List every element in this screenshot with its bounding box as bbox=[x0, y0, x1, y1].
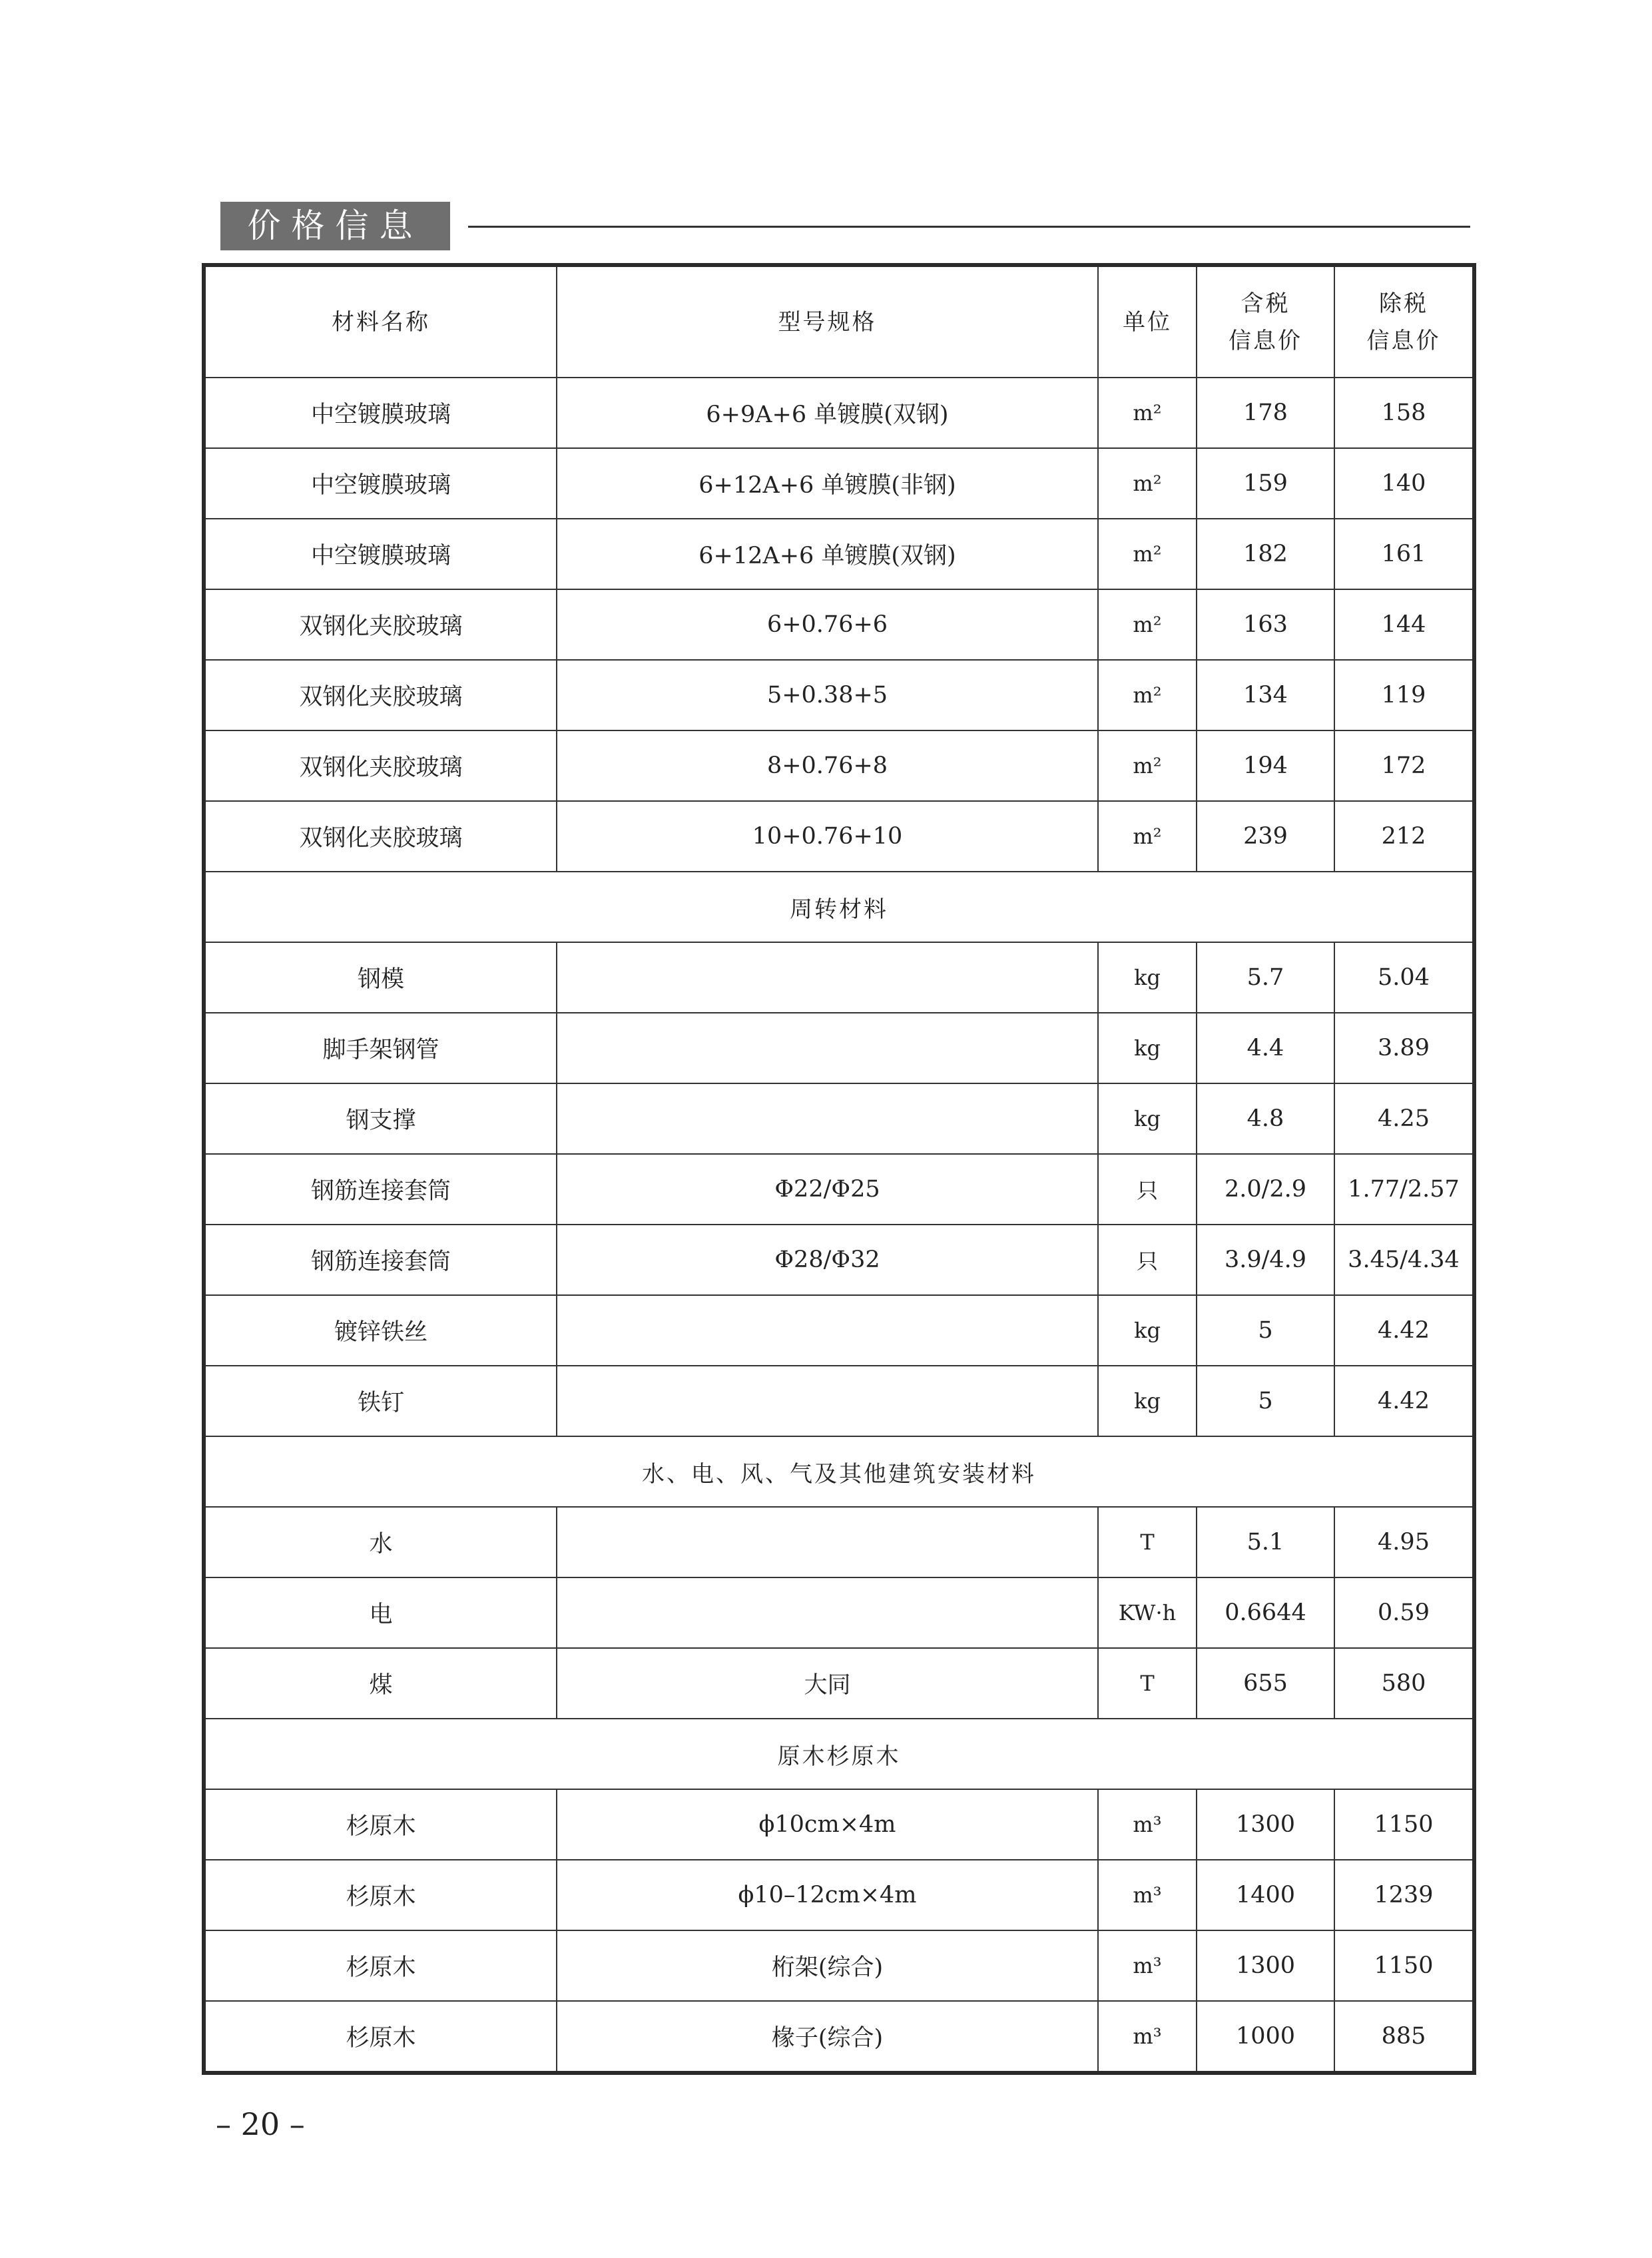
cell-price-without-tax: 1239 bbox=[1334, 1860, 1474, 1930]
header-price-with-tax-line1: 含税 bbox=[1240, 290, 1290, 317]
section-title-badge: 价格信息 bbox=[220, 202, 450, 250]
cell-unit: m³ bbox=[1098, 1860, 1197, 1930]
table-row bbox=[204, 1083, 1474, 1154]
cell-price-with-tax: 1300 bbox=[1197, 1930, 1334, 2001]
cell-price-without-tax: 1150 bbox=[1334, 1789, 1474, 1860]
cell-material-name: 钢支撑 bbox=[204, 1083, 557, 1154]
cell-spec: 10+0.76+10 bbox=[557, 801, 1098, 872]
cell-price-without-tax: 4.42 bbox=[1334, 1295, 1474, 1366]
cell-unit: kg bbox=[1098, 942, 1197, 1013]
cell-price-without-tax: 3.89 bbox=[1334, 1013, 1474, 1083]
cell-unit: m² bbox=[1098, 730, 1197, 801]
cell-unit: m² bbox=[1098, 589, 1197, 660]
cell-unit: m³ bbox=[1098, 1930, 1197, 2001]
header-price-without-tax bbox=[1334, 265, 1474, 378]
cell-price-without-tax: 5.04 bbox=[1334, 942, 1474, 1013]
cell-material-name: 中空镀膜玻璃 bbox=[204, 448, 557, 519]
cell-price-without-tax: 140 bbox=[1334, 448, 1474, 519]
cell-material-name: 镀锌铁丝 bbox=[204, 1295, 557, 1366]
cell-price-with-tax: 178 bbox=[1197, 378, 1334, 448]
cell-material-name: 钢模 bbox=[204, 942, 557, 1013]
table-row bbox=[204, 1577, 1474, 1648]
cell-price-with-tax: 194 bbox=[1197, 730, 1334, 801]
header-spec: 型号规格 bbox=[557, 265, 1098, 378]
cell-spec: ϕ10cm×4m bbox=[557, 1789, 1098, 1860]
header-material-name: 材料名称 bbox=[204, 265, 557, 378]
cell-material-name: 脚手架钢管 bbox=[204, 1013, 557, 1083]
cell-price-with-tax: 3.9/4.9 bbox=[1197, 1225, 1334, 1295]
cell-spec bbox=[557, 942, 1098, 1013]
cell-price-with-tax: 4.4 bbox=[1197, 1013, 1334, 1083]
cell-price-with-tax: 655 bbox=[1197, 1648, 1334, 1719]
cell-material-name: 中空镀膜玻璃 bbox=[204, 519, 557, 589]
cell-material-name: 煤 bbox=[204, 1648, 557, 1719]
cell-unit: 只 bbox=[1098, 1154, 1197, 1225]
cell-unit: m² bbox=[1098, 660, 1197, 730]
table-row bbox=[204, 589, 1474, 660]
cell-price-with-tax: 163 bbox=[1197, 589, 1334, 660]
cell-material-name: 杉原木 bbox=[204, 1930, 557, 2001]
price-info-table bbox=[202, 263, 1476, 2075]
cell-material-name: 双钢化夹胶玻璃 bbox=[204, 660, 557, 730]
cell-spec bbox=[557, 1013, 1098, 1083]
cell-price-with-tax: 239 bbox=[1197, 801, 1334, 872]
header-price-without-tax-line2: 信息价 bbox=[1366, 327, 1441, 354]
cell-material-name: 双钢化夹胶玻璃 bbox=[204, 801, 557, 872]
table-row bbox=[204, 448, 1474, 519]
cell-unit: kg bbox=[1098, 1366, 1197, 1436]
cell-material-name: 水 bbox=[204, 1507, 557, 1577]
cell-spec: 桁架(综合) bbox=[557, 1930, 1098, 2001]
cell-unit: m² bbox=[1098, 378, 1197, 448]
cell-spec: 椽子(综合) bbox=[557, 2001, 1098, 2073]
cell-unit: 只 bbox=[1098, 1225, 1197, 1295]
cell-spec: ϕ10–12cm×4m bbox=[557, 1860, 1098, 1930]
table-row bbox=[204, 1648, 1474, 1719]
section-row bbox=[204, 1436, 1474, 1507]
table-row bbox=[204, 1013, 1474, 1083]
cell-spec: Φ22/Φ25 bbox=[557, 1154, 1098, 1225]
cell-price-with-tax: 0.6644 bbox=[1197, 1577, 1334, 1648]
cell-material-name: 杉原木 bbox=[204, 1860, 557, 1930]
cell-spec bbox=[557, 1507, 1098, 1577]
cell-material-name: 双钢化夹胶玻璃 bbox=[204, 730, 557, 801]
cell-spec bbox=[557, 1366, 1098, 1436]
cell-price-without-tax: 580 bbox=[1334, 1648, 1474, 1719]
cell-price-with-tax: 5.1 bbox=[1197, 1507, 1334, 1577]
cell-price-with-tax: 5 bbox=[1197, 1366, 1334, 1436]
table-row bbox=[204, 1366, 1474, 1436]
cell-price-without-tax: 161 bbox=[1334, 519, 1474, 589]
section-row bbox=[204, 872, 1474, 942]
cell-unit: m³ bbox=[1098, 1789, 1197, 1860]
cell-unit: T bbox=[1098, 1507, 1197, 1577]
header-price-with-tax bbox=[1197, 265, 1334, 378]
cell-spec: 8+0.76+8 bbox=[557, 730, 1098, 801]
cell-price-without-tax: 119 bbox=[1334, 660, 1474, 730]
cell-material-name: 钢筋连接套筒 bbox=[204, 1154, 557, 1225]
section-row bbox=[204, 1719, 1474, 1789]
cell-price-with-tax: 159 bbox=[1197, 448, 1334, 519]
cell-spec: 6+12A+6 单镀膜(双钢) bbox=[557, 519, 1098, 589]
cell-price-without-tax: 3.45/4.34 bbox=[1334, 1225, 1474, 1295]
table-row bbox=[204, 1225, 1474, 1295]
table-row bbox=[204, 942, 1474, 1013]
cell-unit: m³ bbox=[1098, 2001, 1197, 2073]
cell-price-with-tax: 1000 bbox=[1197, 2001, 1334, 2073]
cell-spec: 5+0.38+5 bbox=[557, 660, 1098, 730]
cell-material-name: 铁钉 bbox=[204, 1366, 557, 1436]
cell-price-without-tax: 4.42 bbox=[1334, 1366, 1474, 1436]
header-price-without-tax-line1: 除税 bbox=[1379, 290, 1428, 317]
cell-price-with-tax: 5.7 bbox=[1197, 942, 1334, 1013]
cell-price-without-tax: 4.95 bbox=[1334, 1507, 1474, 1577]
cell-unit: kg bbox=[1098, 1013, 1197, 1083]
cell-price-with-tax: 2.0/2.9 bbox=[1197, 1154, 1334, 1225]
cell-spec: 6+0.76+6 bbox=[557, 589, 1098, 660]
cell-material-name: 钢筋连接套筒 bbox=[204, 1225, 557, 1295]
cell-price-without-tax: 0.59 bbox=[1334, 1577, 1474, 1648]
cell-price-without-tax: 144 bbox=[1334, 589, 1474, 660]
table-header-row bbox=[204, 265, 1474, 378]
header-unit: 单位 bbox=[1098, 265, 1197, 378]
cell-unit: KW·h bbox=[1098, 1577, 1197, 1648]
cell-price-without-tax: 885 bbox=[1334, 2001, 1474, 2073]
table-row bbox=[204, 519, 1474, 589]
table-row bbox=[204, 1789, 1474, 1860]
table-row bbox=[204, 1295, 1474, 1366]
table-row bbox=[204, 1930, 1474, 2001]
cell-spec bbox=[557, 1577, 1098, 1648]
cell-material-name: 电 bbox=[204, 1577, 557, 1648]
cell-price-without-tax: 1150 bbox=[1334, 1930, 1474, 2001]
cell-price-with-tax: 1300 bbox=[1197, 1789, 1334, 1860]
cell-spec: 6+9A+6 单镀膜(双钢) bbox=[557, 378, 1098, 448]
cell-unit: T bbox=[1098, 1648, 1197, 1719]
table-row bbox=[204, 730, 1474, 801]
cell-price-with-tax: 182 bbox=[1197, 519, 1334, 589]
cell-price-without-tax: 172 bbox=[1334, 730, 1474, 801]
cell-material-name: 杉原木 bbox=[204, 2001, 557, 2073]
section-heading: 原木杉原木 bbox=[204, 1719, 1474, 1789]
table-row bbox=[204, 1507, 1474, 1577]
cell-spec bbox=[557, 1083, 1098, 1154]
table-body bbox=[204, 378, 1474, 2073]
cell-price-without-tax: 1.77/2.57 bbox=[1334, 1154, 1474, 1225]
cell-unit: kg bbox=[1098, 1083, 1197, 1154]
cell-unit: kg bbox=[1098, 1295, 1197, 1366]
cell-price-with-tax: 1400 bbox=[1197, 1860, 1334, 1930]
table-row bbox=[204, 378, 1474, 448]
page-number: – 20 – bbox=[216, 2106, 305, 2142]
table-row bbox=[204, 2001, 1474, 2073]
section-heading: 周转材料 bbox=[204, 872, 1474, 942]
cell-spec bbox=[557, 1295, 1098, 1366]
table-row bbox=[204, 1860, 1474, 1930]
cell-price-without-tax: 4.25 bbox=[1334, 1083, 1474, 1154]
cell-spec: 6+12A+6 单镀膜(非钢) bbox=[557, 448, 1098, 519]
cell-price-with-tax: 4.8 bbox=[1197, 1083, 1334, 1154]
cell-unit: m² bbox=[1098, 801, 1197, 872]
cell-price-without-tax: 212 bbox=[1334, 801, 1474, 872]
header-price-with-tax-line2: 信息价 bbox=[1229, 327, 1302, 354]
header-rule bbox=[468, 226, 1470, 228]
cell-material-name: 双钢化夹胶玻璃 bbox=[204, 589, 557, 660]
cell-material-name: 中空镀膜玻璃 bbox=[204, 378, 557, 448]
cell-unit: m² bbox=[1098, 519, 1197, 589]
cell-spec: Φ28/Φ32 bbox=[557, 1225, 1098, 1295]
cell-material-name: 杉原木 bbox=[204, 1789, 557, 1860]
section-heading: 水、电、风、气及其他建筑安装材料 bbox=[204, 1436, 1474, 1507]
cell-price-with-tax: 134 bbox=[1197, 660, 1334, 730]
cell-unit: m² bbox=[1098, 448, 1197, 519]
table-row bbox=[204, 1154, 1474, 1225]
table-row bbox=[204, 801, 1474, 872]
table-row bbox=[204, 660, 1474, 730]
cell-spec: 大同 bbox=[557, 1648, 1098, 1719]
cell-price-without-tax: 158 bbox=[1334, 378, 1474, 448]
cell-price-with-tax: 5 bbox=[1197, 1295, 1334, 1366]
